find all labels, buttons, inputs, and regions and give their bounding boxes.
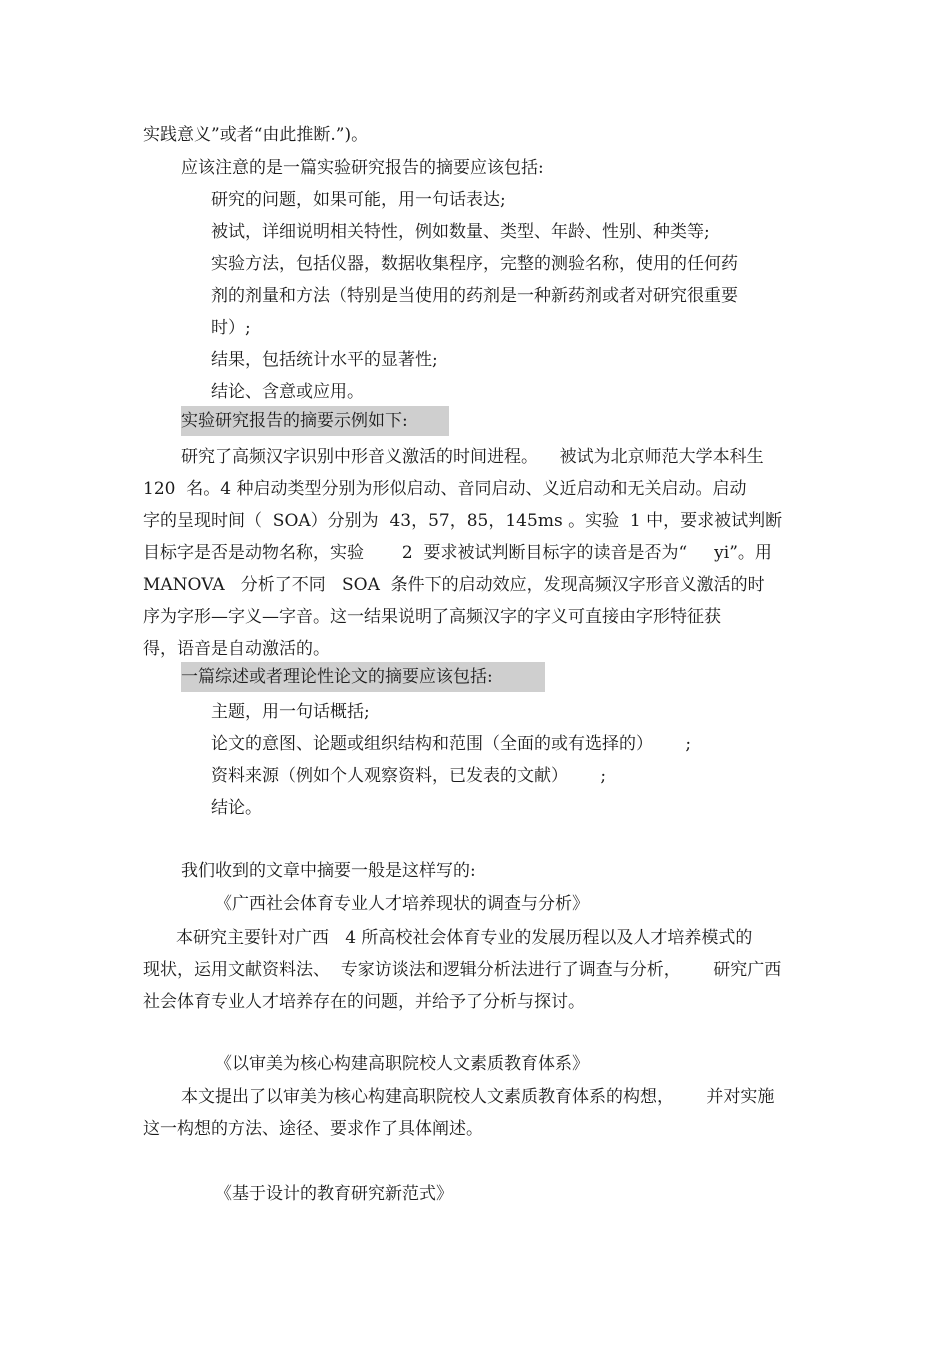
list-item: 时）; <box>211 318 251 338</box>
list-item: 结论、含意或应用。 <box>211 382 364 402</box>
article-title: 《广西社会体育专业人才培养现状的调查与分析》 <box>215 894 589 914</box>
text-line: MANOVA 分析了不同 SOA 条件下的启动效应，发现高频汉字形音义激活的时 <box>143 575 765 595</box>
list-item: 资料来源（例如个人观察资料，已发表的文献） ; <box>211 766 607 786</box>
text-line: 研究了高频汉字识别中形音义激活的时间进程。 被试为北京师范大学本科生 <box>181 447 764 467</box>
list-item: 结果，包括统计水平的显著性; <box>211 350 438 370</box>
list-item: 研究的问题，如果可能，用一句话表达; <box>211 190 506 210</box>
text-line: 本研究主要针对广西 4 所高校社会体育专业的发展历程以及人才培养模式的 <box>176 928 753 948</box>
list-item: 被试，详细说明相关特性，例如数量、类型、年龄、性别、种类等; <box>211 222 710 242</box>
text-line: 我们收到的文章中摘要一般是这样写的: <box>181 861 476 881</box>
highlighted-heading: 实验研究报告的摘要示例如下: <box>181 406 449 436</box>
text-line: 本文提出了以审美为核心构建高职院校人文素质教育体系的构想， 并对实施 <box>181 1087 775 1107</box>
text-line: 这一构想的方法、途径、要求作了具体阐述。 <box>143 1119 483 1139</box>
text-line: 字的呈现时间（ SOA）分别为 43，57，85，145ms 。实验 1 中，要求被试判断 <box>143 511 783 531</box>
text-line: 目标字是否是动物名称，实验 2 要求被试判断目标字的读音是否为“ yi”。用 <box>143 543 772 563</box>
text-line: 得，语音是自动激活的。 <box>143 639 330 659</box>
list-item: 论文的意图、论题或组织结构和范围（全面的或有选择的） ; <box>211 734 692 754</box>
highlighted-heading: 一篇综述或者理论性论文的摘要应该包括: <box>181 662 545 692</box>
text-line: 120 名。4 种启动类型分别为形似启动、音同启动、义近启动和无关启动。启动 <box>143 479 747 499</box>
list-item: 主题，用一句话概括; <box>211 702 370 722</box>
text-line: 现状，运用文献资料法、 专家访谈法和逻辑分析法进行了调查与分析， 研究广西 <box>143 960 782 980</box>
article-title: 《以审美为核心构建高职院校人文素质教育体系》 <box>215 1054 589 1074</box>
list-item: 实验方法，包括仪器，数据收集程序，完整的测验名称，使用的任何药 <box>211 254 738 274</box>
list-item: 剂的剂量和方法（特别是当使用的药剂是一种新药剂或者对研究很重要 <box>211 286 738 306</box>
text-line: 序为字形—字义—字音。这一结果说明了高频汉字的字义可直接由字形特征获 <box>143 607 721 627</box>
article-title: 《基于设计的教育研究新范式》 <box>215 1184 453 1204</box>
text-line: 社会体育专业人才培养存在的问题，并给予了分析与探讨。 <box>143 992 585 1012</box>
list-item: 结论。 <box>211 798 262 818</box>
text-line: 应该注意的是一篇实验研究报告的摘要应该包括: <box>181 158 544 178</box>
text-line: 实践意义”或者“由此推断.”)。 <box>143 125 369 145</box>
